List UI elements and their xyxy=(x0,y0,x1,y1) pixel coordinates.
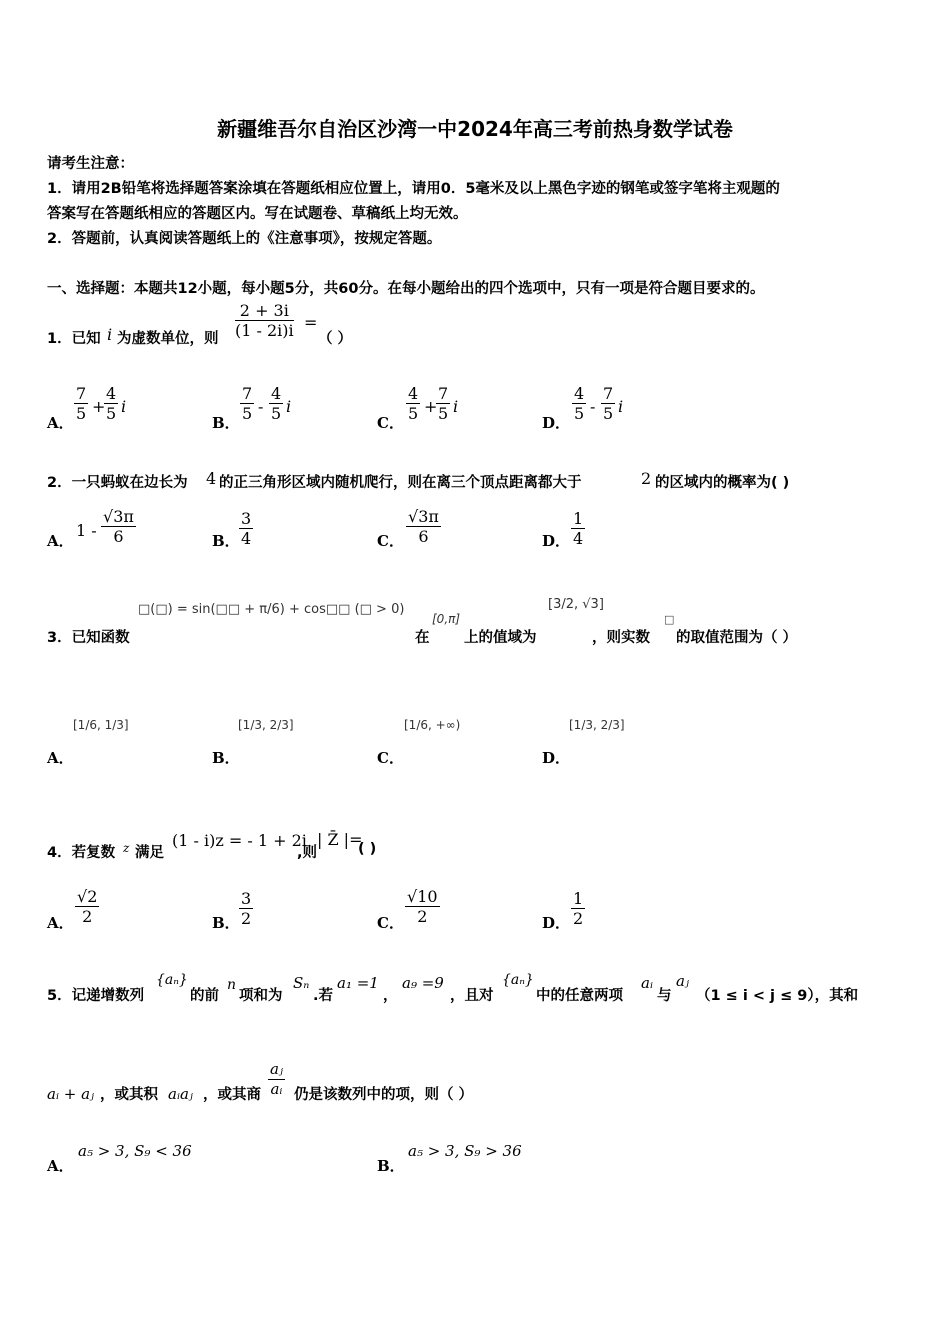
q2-option-b-label[interactable]: B． xyxy=(212,532,240,550)
q2-c-frac xyxy=(406,507,441,546)
q4-a-frac xyxy=(75,887,99,926)
q1-a-n2: 4 xyxy=(106,384,117,403)
q1-b-n1: 7 xyxy=(242,384,253,403)
q5-sn: Sₙ xyxy=(293,974,310,992)
q1-b-tail: i xyxy=(286,397,292,416)
q2-b-frac xyxy=(239,509,253,548)
q2-a-num: √3π xyxy=(103,507,134,526)
q5-q-num: aⱼ xyxy=(270,1060,283,1078)
q4-d-den: 2 xyxy=(573,909,584,928)
q4-c-num: √10 xyxy=(407,887,438,906)
q3-a-math: [1/6, 1/3] xyxy=(73,718,129,732)
q1-a-d2: 5 xyxy=(106,404,117,423)
q3-interval: [0,π] xyxy=(432,612,461,626)
q1-b-d1: 5 xyxy=(242,404,253,423)
q3-option-d-label[interactable]: D． xyxy=(542,749,571,767)
q5-q-den: aᵢ xyxy=(270,1080,283,1098)
notice-line-1b: 答案写在答题纸相应的答题区内。写在试题卷、草稿纸上均无效。 xyxy=(47,206,468,222)
q2-b-den: 4 xyxy=(241,529,252,548)
q5-b-math: a₅ > 3, S₉ > 36 xyxy=(408,1142,522,1160)
q4-a-den: 2 xyxy=(82,907,93,926)
q5-aj: aⱼ xyxy=(676,972,689,990)
q1-d-n1: 4 xyxy=(574,384,585,403)
q3-option-a-label[interactable]: A． xyxy=(47,749,74,767)
q1-frac-den: (1 - 2i)i xyxy=(235,321,294,340)
q1-option-b-label[interactable]: B． xyxy=(212,414,240,432)
section-heading: 一、选择题：本题共12小题，每小题5分，共60分。在每小题给出的四个选项中，只有一项是符合题目要求的。 xyxy=(47,281,765,297)
q1-a-frac2 xyxy=(104,384,118,423)
q5-p9: ，或其商 xyxy=(203,1087,261,1103)
q2-d-frac xyxy=(571,509,585,548)
q2-a-prefix: 1 - xyxy=(76,521,97,540)
q5-comma: ， xyxy=(383,988,398,1004)
q1-frac-num: 2 + 3i xyxy=(235,301,294,321)
q5-p2: 的前 xyxy=(190,988,219,1004)
q5-an: {aₙ} xyxy=(156,972,188,988)
q5-p10: 仍是该数列中的项，则（ ） xyxy=(294,1087,474,1103)
q5-a-math: a₅ > 3, S₉ < 36 xyxy=(78,1142,192,1160)
q2-num-4: 4 xyxy=(206,469,217,488)
q5-a9: a₉ =9 xyxy=(402,974,444,992)
q1-d-d2: 5 xyxy=(603,404,614,423)
q1-c-d1: 5 xyxy=(408,404,419,423)
q4-equation: (1 - i)z = - 1 + 2i xyxy=(172,831,307,850)
q3-range-text: 上的值域为 xyxy=(464,630,537,646)
q3-ghost-symbol: □ xyxy=(664,613,675,626)
q5-p8: ，或其积 xyxy=(100,1087,158,1103)
q1-c-d2: 5 xyxy=(438,404,449,423)
q2-c-den: 6 xyxy=(418,527,429,546)
q4-b-den: 2 xyxy=(241,909,252,928)
q1-b-frac1 xyxy=(240,384,254,423)
q3-range-image: [3/2, √3] xyxy=(548,597,604,612)
q2-a-frac xyxy=(101,507,136,546)
q4-b-num: 3 xyxy=(241,889,252,908)
q3-prefix: 3．已知函数 xyxy=(47,630,130,646)
q1-b-n2: 4 xyxy=(271,384,282,403)
q1-fraction xyxy=(235,301,294,340)
q5-an2: {aₙ} xyxy=(502,972,534,988)
q2-num-2: 2 xyxy=(641,469,652,488)
q1-b-frac2 xyxy=(269,384,283,423)
q1-d-frac1 xyxy=(572,384,586,423)
q1-prefix: 1．已知 xyxy=(47,331,101,347)
q5-option-a-label[interactable]: A． xyxy=(47,1157,74,1175)
q5-p3: 项和为 xyxy=(239,988,283,1004)
q1-var-i: i xyxy=(107,325,113,344)
q4-c-den: 2 xyxy=(417,907,428,926)
q5-p4: .若 xyxy=(313,988,334,1004)
q2-c-num: √3π xyxy=(408,507,439,526)
q1-a-n1: 7 xyxy=(76,384,87,403)
notice-line-1a: 1．请用2B铅笔将选择题答案涂填在答题纸相应位置上，请用0．5毫米及以上黑色字迹的钢笔或签字笔将主观题的 xyxy=(47,181,780,197)
q5-p1: 5．记递增数列 xyxy=(47,988,145,1004)
q5-option-b-label[interactable]: B． xyxy=(377,1157,405,1175)
q4-option-d-label[interactable]: D． xyxy=(542,914,571,932)
q3-tail: 的取值范围为（ ） xyxy=(676,630,798,646)
notice-line-2: 2．答题前，认真阅读答题纸上的《注意事项》，按规定答题。 xyxy=(47,231,442,247)
q2-option-d-label[interactable]: D． xyxy=(542,532,571,550)
q3-option-c-label[interactable]: C． xyxy=(377,749,404,767)
q4-c-frac xyxy=(405,887,440,926)
q2-a-den: 6 xyxy=(113,527,124,546)
q3-option-b-label[interactable]: B． xyxy=(212,749,240,767)
q5-ai: aᵢ xyxy=(641,974,653,992)
q4-prefix: 4．若复数 xyxy=(47,845,116,861)
q1-option-d-label[interactable]: D． xyxy=(542,414,571,432)
q4-z: z xyxy=(123,841,130,855)
q2-b-num: 3 xyxy=(241,509,252,528)
q3-function-image: □(□) = sin(□□ + π/6) + cos□□ (□ > 0) xyxy=(138,602,405,617)
q2-text-a: 2．一只蚂蚁在边长为 xyxy=(47,475,188,491)
q4-option-c-label[interactable]: C． xyxy=(377,914,404,932)
q4-abs-z: | Z̄ |= xyxy=(317,830,363,849)
q1-option-a-label[interactable]: A． xyxy=(47,414,74,432)
q2-text-c: 的区域内的概率为( ) xyxy=(655,475,790,491)
q1-c-tail: i xyxy=(453,397,459,416)
q4-option-b-label[interactable]: B． xyxy=(212,914,240,932)
q4-then: ,则 xyxy=(297,845,318,861)
q1-a-d1: 5 xyxy=(76,404,87,423)
q5-p5: ，且对 xyxy=(450,988,494,1004)
q5-quotient xyxy=(268,1060,285,1099)
q1-c-n1: 4 xyxy=(408,384,419,403)
q1-a-op: + xyxy=(92,397,106,416)
q1-d-d1: 5 xyxy=(574,404,585,423)
q1-a-tail: i xyxy=(121,397,127,416)
q3-d-math: [1/3, 2/3] xyxy=(569,718,625,732)
q3-b-math: [1/3, 2/3] xyxy=(238,718,294,732)
q5-prod: aᵢaⱼ xyxy=(168,1085,193,1103)
q1-d-op: - xyxy=(590,397,596,416)
q1-paren: （ ） xyxy=(318,331,353,347)
q5-sum: aᵢ + aⱼ xyxy=(47,1085,94,1103)
q1-d-tail: i xyxy=(618,397,624,416)
q2-d-den: 4 xyxy=(573,529,584,548)
q4-paren: ( ) xyxy=(358,841,377,857)
q1-d-n2: 7 xyxy=(603,384,614,403)
q3-then: ，则实数 xyxy=(592,630,650,646)
q4-d-frac xyxy=(571,889,585,928)
q1-option-c-label[interactable]: C． xyxy=(377,414,404,432)
page-title: 新疆维吾尔自治区沙湾一中2024年高三考前热身数学试卷 xyxy=(217,117,733,141)
q1-b-op: - xyxy=(258,397,264,416)
q4-b-frac xyxy=(239,889,253,928)
q2-option-c-label[interactable]: C． xyxy=(377,532,404,550)
q3-c-math: [1/6, +∞) xyxy=(404,718,461,732)
q5-a1: a₁ =1 xyxy=(337,974,379,992)
q4-a-num: √2 xyxy=(77,887,98,906)
q1-a-frac1 xyxy=(74,384,88,423)
notice-heading: 请考生注意： xyxy=(47,156,134,172)
q1-c-n2: 7 xyxy=(438,384,449,403)
q5-p7: 与 xyxy=(657,988,672,1004)
q2-d-num: 1 xyxy=(573,509,584,528)
q1-c-op: + xyxy=(424,397,438,416)
q1-d-frac2 xyxy=(601,384,615,423)
q2-text-b: 的正三角形区域内随机爬行，则在离三个顶点距离都大于 xyxy=(219,475,582,491)
q1-mid: 为虚数单位，则 xyxy=(117,331,219,347)
q1-equals: = xyxy=(304,313,318,332)
q3-on: 在 xyxy=(415,630,430,646)
q4-mid: 满足 xyxy=(135,845,164,861)
q2-option-a-label[interactable]: A． xyxy=(47,532,74,550)
q1-c-frac1 xyxy=(406,384,420,423)
q5-p6: 中的任意两项 xyxy=(536,988,623,1004)
q1-c-frac2 xyxy=(436,384,450,423)
q4-d-num: 1 xyxy=(573,889,584,908)
q5-cond: （1 ≤ i < j ≤ 9），其和 xyxy=(696,988,859,1004)
q1-b-d2: 5 xyxy=(271,404,282,423)
q4-option-a-label[interactable]: A． xyxy=(47,914,74,932)
q5-n: n xyxy=(227,977,237,993)
